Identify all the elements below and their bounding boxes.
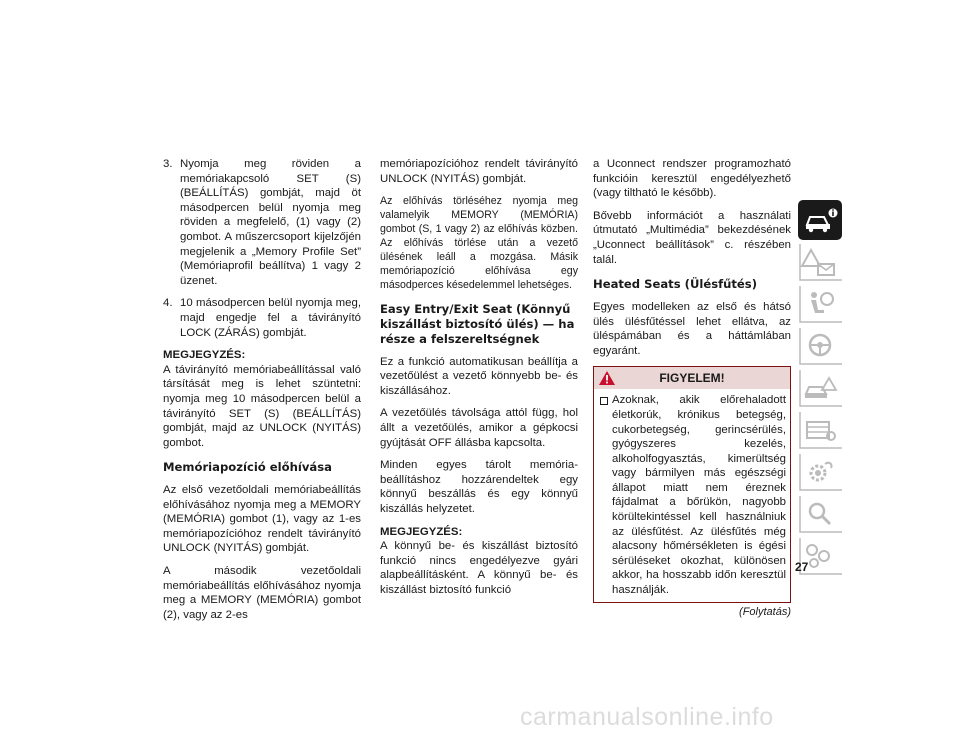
continued-label: (Folytatás) xyxy=(739,605,791,618)
tab-car-info[interactable] xyxy=(798,200,842,240)
tab-search[interactable] xyxy=(798,494,842,534)
watermark: carmanualsonline.info xyxy=(520,703,774,731)
warning-triangle-icon xyxy=(598,370,616,386)
column-left xyxy=(163,157,361,630)
easy-paragraph-3: Minden egyes tárolt memória-beállításhoz hozzárendeltek egy könnyű beszállás és egy könnyű kiszállás helyzetet. xyxy=(380,459,578,515)
easy-paragraph-2: A vezetőülés távolsága attól függ, hol állt a vezetőülés, amikor a gépkocsi gyújtását OFF állásba kapcsolta. xyxy=(380,407,578,449)
tab-technical[interactable] xyxy=(798,452,842,492)
heading-heated-seats: Heated Seats (Ülésfűtés) xyxy=(593,277,757,292)
service-icon xyxy=(798,410,842,450)
list-text: Nyomja meg röviden a memóriakapcsoló SET (S) (BEÁLLÍTÁS) gombját, majd öt másodpercen belül nyomja meg röviden a megfelelő, (1) vagy (2) gombot. A műszercsoport kijelzőjén megjelenik a „Memory Profile Set” (Memóriaprofil beállítva) 1 vagy 2 üzenet. xyxy=(180,158,361,287)
warning-title: FIGYELEM! xyxy=(659,371,725,386)
info-paragraph: Bővebb információt a használati útmutató „Multimédia” bekezdésének „Uconnect beállítások” c. részében talál. xyxy=(593,209,791,266)
note-text: A könnyű be- és kiszállást biztosító funkció nincs engedélyezve gyári alapbeállításként. A könnyű be- és kiszállást biztosító funkció xyxy=(380,540,578,596)
tech-gear-icon xyxy=(798,452,842,492)
column-middle xyxy=(380,157,578,605)
continued-paragraph: a Uconnect rendszer programozható funkcióin keresztül engedélyezhető (vagy tiltható le később). xyxy=(593,158,791,200)
tab-driving[interactable] xyxy=(798,326,842,366)
warning-box xyxy=(593,366,791,602)
column-right xyxy=(593,157,791,619)
tab-warnings[interactable] xyxy=(798,242,842,282)
list-number: 3. xyxy=(163,158,173,170)
tab-emergency[interactable] xyxy=(798,368,842,408)
tab-service[interactable] xyxy=(798,410,842,450)
page-number: 27 xyxy=(795,560,809,574)
steering-wheel-icon xyxy=(798,326,842,366)
tab-safety[interactable] xyxy=(798,284,842,324)
list-item-4 xyxy=(163,296,361,340)
recall-paragraph-1: Az első vezetőoldali memóriabeállítás előhívásához nyomja meg a MEMORY (MEMÓRIA) gombot (1), vagy az 1-es memóriapozícióhoz rendelt távirányító UNLOCK (NYITÁS) gombját. xyxy=(163,484,361,555)
car-info-icon xyxy=(798,200,842,240)
warning-body xyxy=(594,389,790,601)
list-text: 10 másodpercen belül nyomja meg, majd engedje fel a távirányító LOCK (ZÁRÁS) gombját. xyxy=(180,297,361,339)
note-text: A távirányító memóriabeállítással való társítását meg is lehet szüntetni: nyomja meg 10 másodpercen belül a távirányító SET (S) (BEÁLLÍTÁS) gombját, majd az UNLOCK (NYITÁS) gombot. xyxy=(163,363,361,449)
airbag-icon xyxy=(798,284,842,324)
heading-easy-entry: Easy Entry/Exit Seat (Könnyű kiszállást biztosító ülés) — ha része a felszereltségnek xyxy=(380,302,575,346)
heading-memory-recall: Memóriapozíció előhívása xyxy=(163,460,332,475)
heated-paragraph: Egyes modelleken az első és hátsó ülés ülésfűtéssel lehet ellátva, az üléspámában és a háttámlában egyaránt. xyxy=(593,300,791,357)
note-label: MEGJEGYZÉS: xyxy=(163,349,246,362)
cancel-recall-paragraph: Az előhívás törléséhez nyomja meg valamelyik MEMORY (MEMÓRIA) gombot (S, 1 vagy 2) az előhívás közben. Az előhívás törlése után a vezető ülésének leáll a mozgása. Másik memóriapozíció előhívása egy másodperces késedelemmel lehetséges. xyxy=(380,195,578,292)
bullet-square-icon xyxy=(600,397,608,405)
note-label: MEGJEGYZÉS: xyxy=(380,525,463,538)
easy-paragraph-1: Ez a funkció automatikusan beállítja a vezetőülést a vezető könnyebb be- és kiszállásához. xyxy=(380,355,578,397)
search-icon xyxy=(798,494,842,534)
recall-paragraph-2: A második vezetőoldali memóriabeállítás előhívásához nyomja meg a MEMORY (MEMÓRIA) gombot (2), vagy az 2-es xyxy=(163,565,361,621)
crash-icon xyxy=(798,368,842,408)
warning-header xyxy=(594,367,790,389)
warning-text: Azoknak, akik előrehaladott életkorúk, krónikus betegség, cukorbetegség, gerincsérülés, gyógyszeres kezelés, alkoholfogyasztás, kimerültség vagy bármilyen más egészségi állapot miatt nem éreznek fájdalmat a bőrükön, nagyobb körültekintéssel kell használniuk az ülésfűtést. Az ülésfűtés még alacsony hőmérsékleten is égési sérüléseket okozhat, különösen akkor, ha hosszabb időn keresztül használják. xyxy=(612,394,786,597)
list-item-3 xyxy=(163,157,361,288)
continued-paragraph: memóriapozícióhoz rendelt távirányító UNLOCK (NYITÁS) gombját. xyxy=(380,158,578,185)
list-number: 4. xyxy=(163,297,173,310)
warning-mail-icon xyxy=(798,242,842,282)
